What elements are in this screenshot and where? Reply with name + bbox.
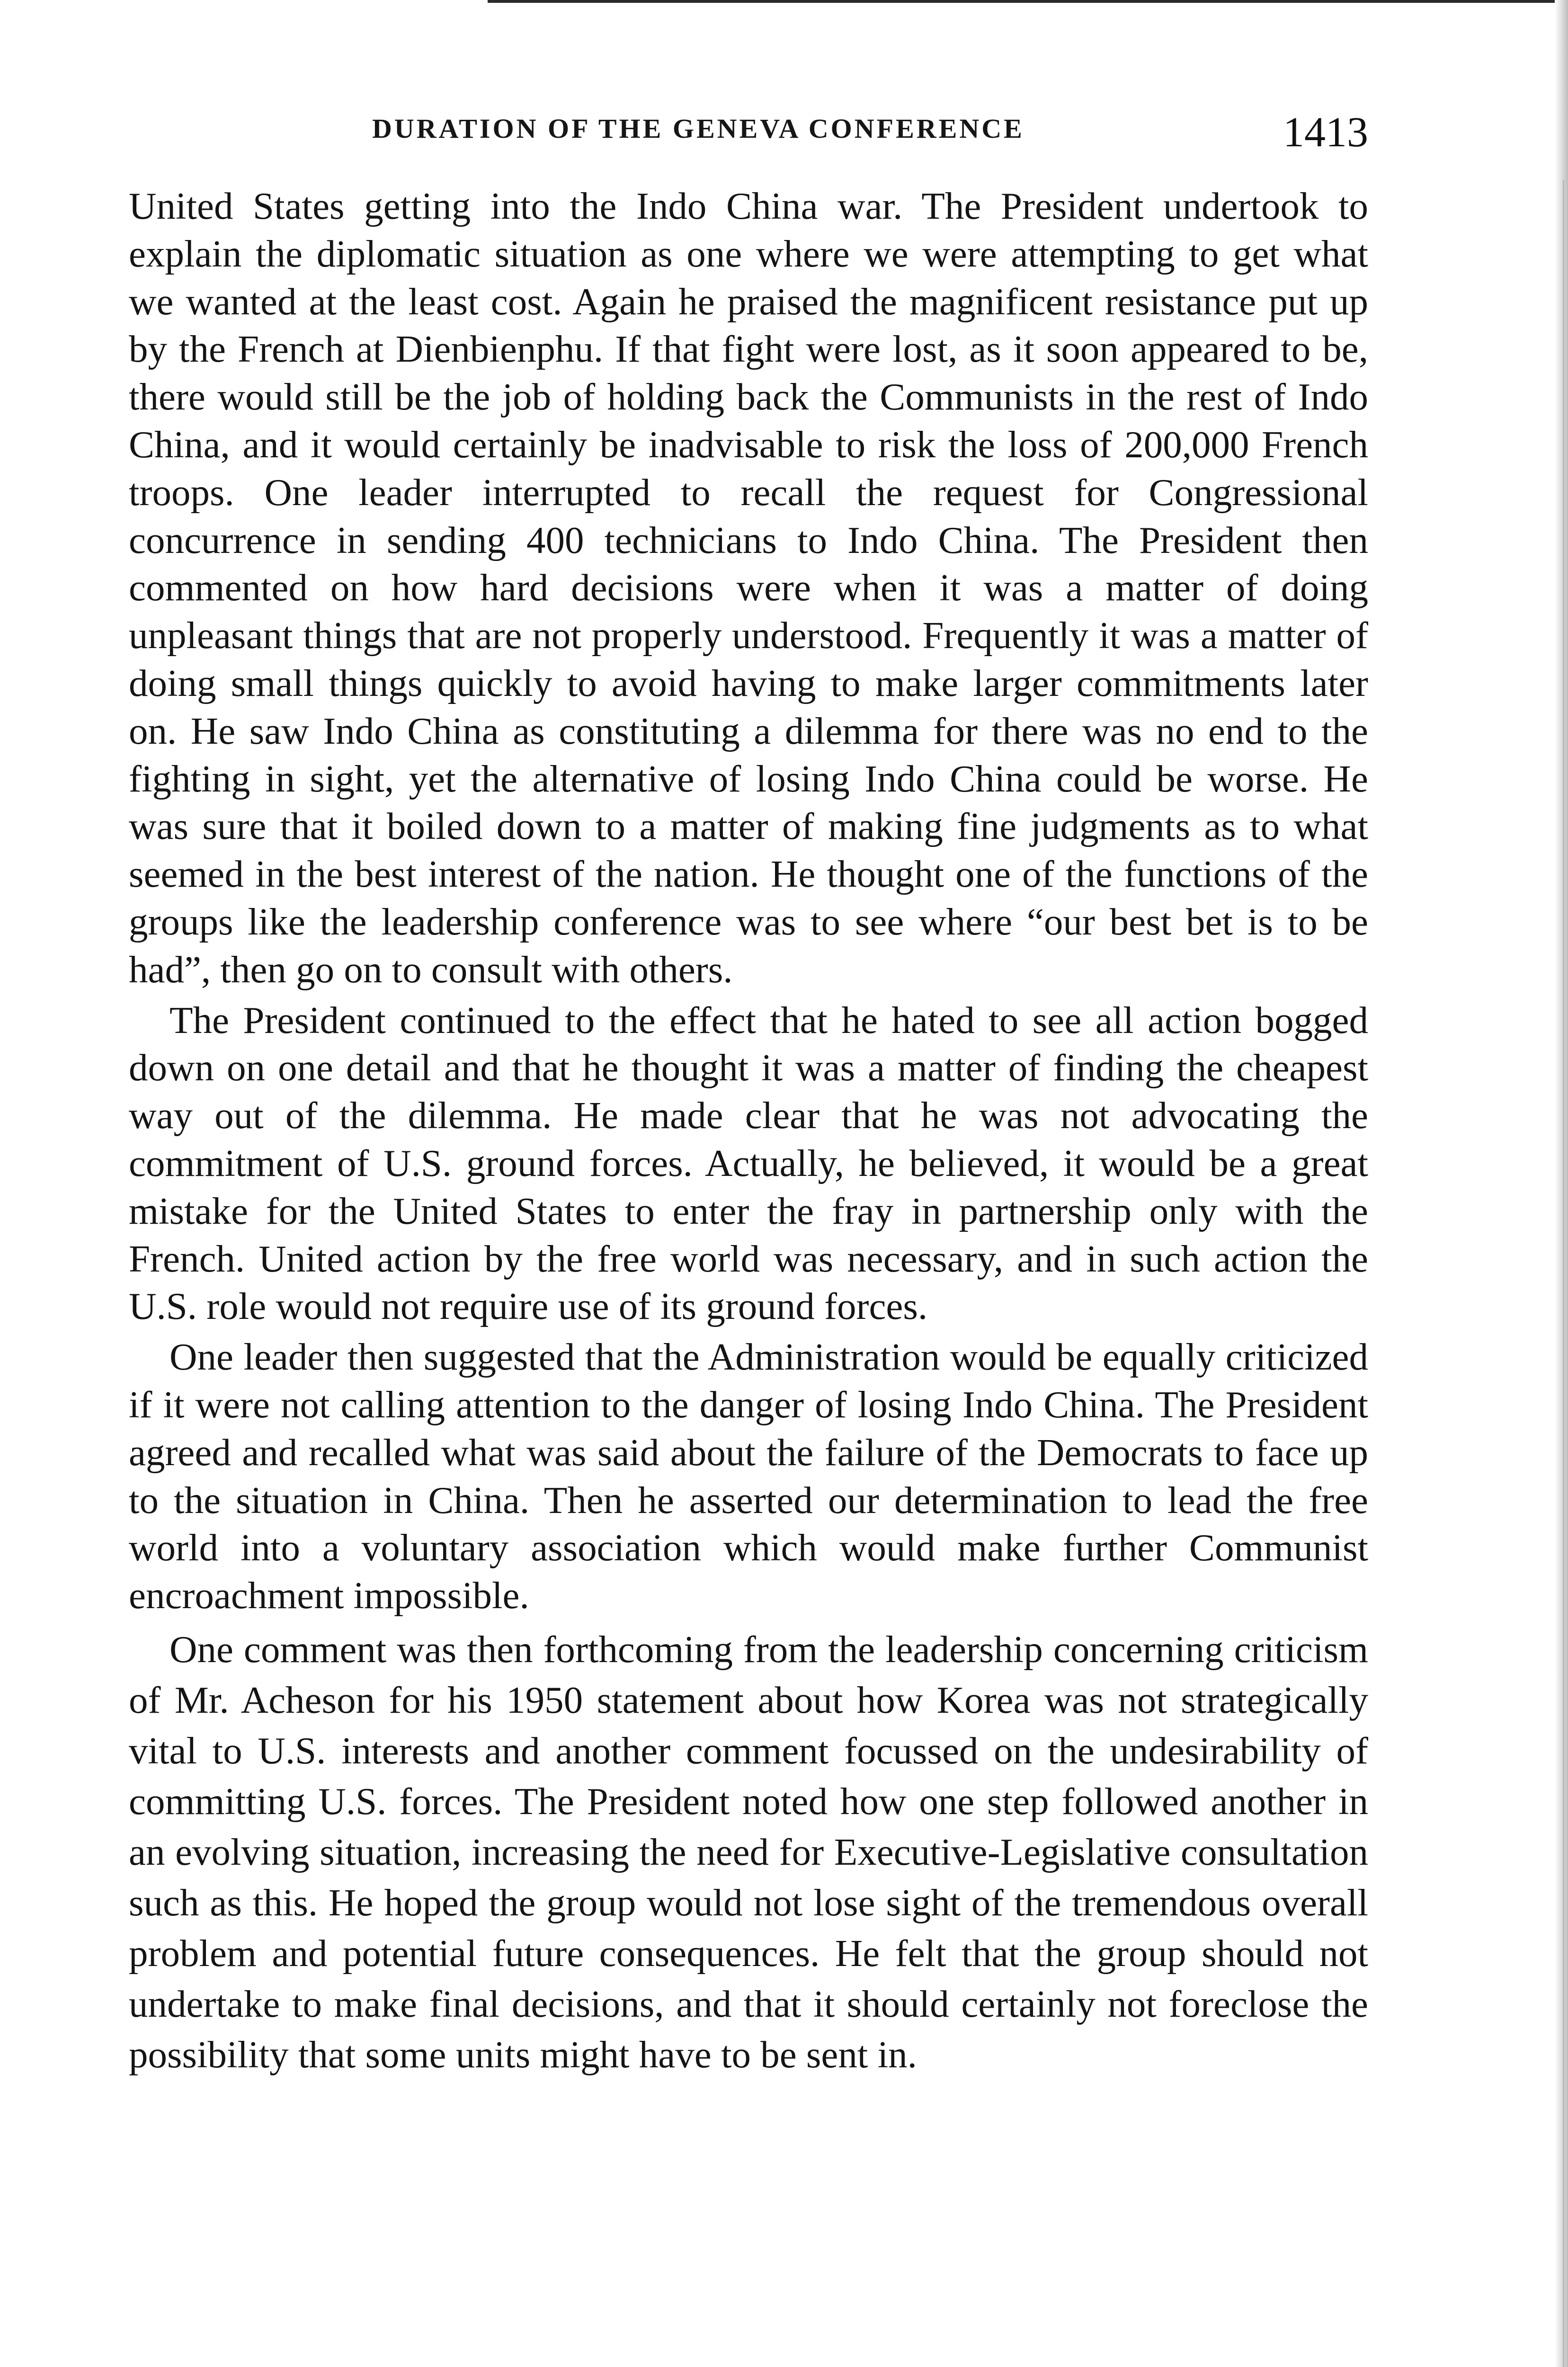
body-text <box>129 182 1368 2080</box>
page-number: 1413 <box>1283 109 1368 156</box>
paragraph-acheson-comment: One comment was then forthcoming from the leadership concerning criticism of Mr. Acheson for his 1950 statement about how Korea was not strategically vital to U.S. interests and another comment focussed on the undesirability of committing U.S. forces. The President noted how one step followed another in an evolving situation, increasing the need for Executive-Legislative consultation such as this. He hoped the group would not lose sight of the tremendous overall problem and potential future consequences. He felt that the group should not undertake to make final decisions, and that it should certainly not foreclose the possibility that some units might have to be sent in. <box>129 1628 1368 2076</box>
scan-page-edge <box>1555 0 1568 2367</box>
paragraph-leader-suggestion: One leader then suggested that the Administration would be equally criticized if it were not calling attention to the danger of losing Indo China. The President agreed and recalled what was said about the failure of the Democrats to face up to the situation in China. Then he asserted our determination to lead the free world into a voluntary association which would make further Communist encroachment impossible. <box>129 1335 1368 1617</box>
running-head <box>0 108 1368 155</box>
paragraph-president-continued: The President continued to the effect that he hated to see all action bogged down on one detail and that he thought it was a matter of finding the cheapest way out of the dilemma. He made clear that he was not advocating the commitment of U.S. ground forces. Actually, he believed, it would be a great mistake for the United States to enter the fray in partnership only with the French. United action by the free world was necessary, and in such action the U.S. role would not require use of its ground forces. <box>129 998 1368 1328</box>
scan-edge-line <box>1563 180 1564 2367</box>
top-border-rule <box>488 0 1568 3</box>
paragraph-continuation: United States getting into the Indo China war. The President undertook to explain the diplomatic situation as one where we were attempting to get what we wanted at the least cost. Again he praised the magnificent resistance put up by the French at Dienbienphu. If that fight were lost, as it soon appeared to be, there would still be the job of holding back the Communists in the rest of Indo China, and it would certainly be inadvisable to risk the loss of 200,000 French troops. One leader interrupted to recall the request for Congressional concurrence in sending 400 technicians to Indo China. The President then commented on how hard decisions were when it was a matter of doing unpleasant things that are not properly understood. Frequently it was a matter of doing small things quickly to avoid having to make larger commitments later on. He saw Indo China as constituting a dilemma for there was no end to the fighting in sight, yet the alternative of losing Indo China could be worse. He was sure that it boiled down to a matter of making fine judgments as to what seemed in the best interest of the nation. He thought one of the functions of the groups like the leadership conference was to see where “our best bet is to be had”, then go on to consult with others. <box>129 185 1368 991</box>
running-head-title: DURATION OF THE GENEVA CONFERENCE <box>372 113 1025 144</box>
